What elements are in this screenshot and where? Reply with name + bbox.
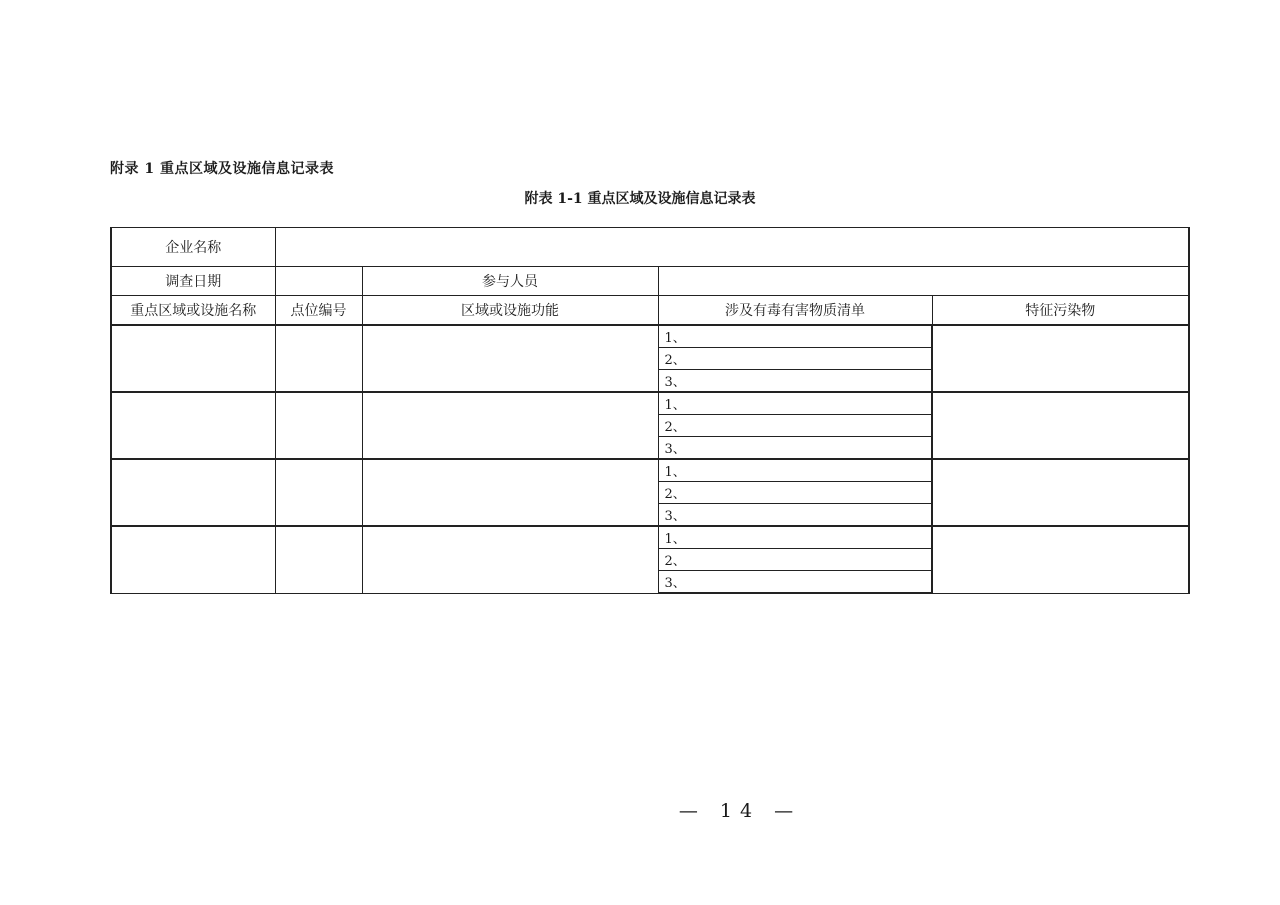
header-substance-list: 涉及有毒有害物质清单 (658, 296, 932, 326)
survey-date-value[interactable] (275, 267, 362, 296)
point-id-cell[interactable] (275, 526, 362, 593)
point-id-cell[interactable] (275, 459, 362, 526)
header-area-name: 重点区域或设施名称 (111, 296, 275, 326)
function-cell[interactable] (362, 392, 658, 459)
company-name-label: 企业名称 (111, 228, 275, 267)
area-name-cell[interactable] (111, 459, 275, 526)
header-function: 区域或设施功能 (362, 296, 658, 326)
substance-item[interactable]: 3、 (658, 571, 932, 594)
appendix-title: 附录 1 重点区域及设施信息记录表 (110, 161, 334, 177)
function-cell[interactable] (362, 325, 658, 392)
substance-item[interactable]: 2、 (658, 415, 932, 437)
participants-value[interactable] (658, 267, 1189, 296)
substance-item[interactable]: 2、 (658, 549, 932, 571)
substance-item[interactable]: 1、 (658, 459, 932, 482)
point-id-cell[interactable] (275, 392, 362, 459)
company-name-value[interactable] (275, 228, 1189, 267)
pollutant-cell[interactable] (932, 392, 1189, 459)
area-name-cell[interactable] (111, 392, 275, 459)
table-title: 附表 1-1 重点区域及设施信息记录表 (524, 191, 756, 207)
page-number: — 14 — (678, 800, 802, 822)
pollutant-cell[interactable] (932, 459, 1189, 526)
substance-item[interactable]: 3、 (658, 504, 932, 527)
header-point-id: 点位编号 (275, 296, 362, 326)
substance-item[interactable]: 1、 (658, 526, 932, 549)
area-name-cell[interactable] (111, 526, 275, 593)
substance-item[interactable]: 1、 (658, 392, 932, 415)
pollutant-cell[interactable] (932, 526, 1189, 593)
function-cell[interactable] (362, 526, 658, 593)
substance-item[interactable]: 1、 (658, 325, 932, 348)
record-table (110, 227, 1190, 594)
function-cell[interactable] (362, 459, 658, 526)
substance-item[interactable]: 3、 (658, 370, 932, 393)
header-pollutants: 特征污染物 (932, 296, 1189, 326)
substance-item[interactable]: 3、 (658, 437, 932, 460)
area-name-cell[interactable] (111, 325, 275, 392)
point-id-cell[interactable] (275, 325, 362, 392)
pollutant-cell[interactable] (932, 325, 1189, 392)
substance-item[interactable]: 2、 (658, 348, 932, 370)
participants-label: 参与人员 (362, 267, 658, 296)
substance-item[interactable]: 2、 (658, 482, 932, 504)
survey-date-label: 调查日期 (111, 267, 275, 296)
